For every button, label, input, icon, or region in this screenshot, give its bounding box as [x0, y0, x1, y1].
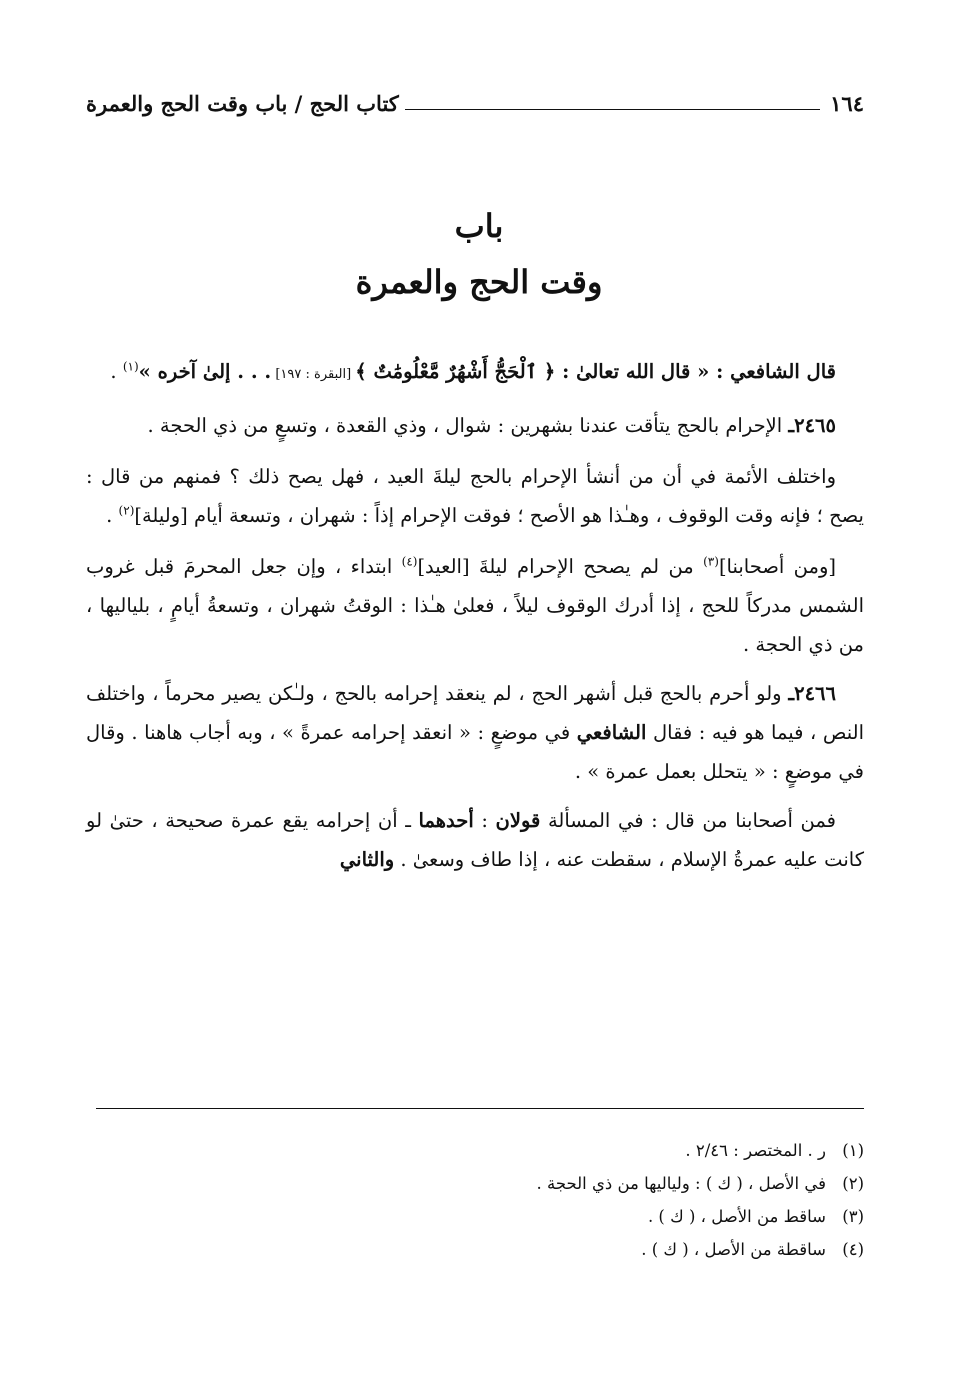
footnote-item: [86, 1167, 864, 1200]
bold-term: الشافعي: [576, 721, 647, 744]
quote-end: . . . إلىٰ آخره »: [138, 360, 272, 383]
bold-term: والثاني: [339, 848, 395, 871]
paragraph-6: [86, 801, 864, 879]
footnote-ref-4[interactable]: (٤): [401, 554, 418, 569]
footnote-rule: [96, 1108, 864, 1109]
paragraph-text: الإحرام بالحج يتأقت عندنا بشهرين : شوال ، وذي القعدة ، وتسعٍ من ذي الحجة .: [147, 414, 789, 437]
running-header: [86, 86, 864, 120]
paragraph-end: .: [106, 504, 119, 527]
paragraph-text: واختلف الأئمة في أن من أنشأ الإحرام بالحج ليلةَ العيد ، فهل يصح ذلك ؟ فمنهم من قال : يصح ؛ فإنه وقت الوقوف ، وهـٰذا هو الأصح ؛ فوقت الإحرام إذاً : شهران ، وتسعة أيام [وليلة]: [86, 465, 864, 527]
issue-number: ٢٤٦٥ـ: [788, 414, 836, 437]
bold-term: أحدهما: [418, 809, 474, 832]
chapter-heading: [0, 198, 958, 310]
paragraph-1: [86, 352, 864, 394]
paragraph-text: ـ أن إحرامه يقع عمرة صحيحة ، حتىٰ لو كانت عليه عمرةُ الإسلام ، سقطت عنه ، إذا طاف وسعىٰ .: [86, 809, 864, 871]
verse-citation: [البقرة : ١٩٧]: [271, 367, 356, 382]
footnote-ref-2[interactable]: (٢): [118, 503, 135, 518]
paragraph-text: في موضعٍ : « انعقد إحرامه عمرةً » ، وبه أجاب هاهنا . وقال في موضعٍ : « يتحلل بعمل عمرة » .: [86, 721, 864, 783]
footnote-ref-1[interactable]: (١): [122, 359, 139, 374]
speaker-name: قال الشافعي: [730, 360, 836, 383]
footnote-number: (٤): [842, 1240, 864, 1259]
chapter-heading-line-2: وقت الحج والعمرة: [355, 263, 603, 301]
quran-verse: ﴿ ٱلْحَجُّ أَشْهُرٌ مَّعْلُومَٰتٌ ﴾: [355, 360, 556, 383]
issue-number: ٢٤٦٦ـ: [788, 682, 836, 705]
chapter-heading-line-1: باب: [454, 207, 504, 245]
paragraph-3: [86, 457, 864, 535]
footnote-text: ساقط من الأصل ، ( ك ) .: [647, 1207, 826, 1226]
paragraph-2: [86, 406, 864, 445]
paragraph-end: .: [110, 360, 123, 383]
footnote-number: (١): [842, 1141, 864, 1160]
footnote-text: في الأصل ، ( ك ) : ولياليها من ذي الحجة .: [536, 1174, 826, 1193]
paragraph-5: [86, 674, 864, 791]
footnote-text: ساقطة من الأصل ، ( ك ) .: [641, 1240, 826, 1259]
paragraph-text: ولو أحرم بالحج قبل أشهر الحج ، لم ينعقد إحرامه بالحج ، ولـٰكن يصير محرماً ، واختلف النص ، فيما هو فيه : فقال: [86, 682, 864, 744]
body-text: [86, 352, 864, 891]
paragraph-text: [ومن أصحابنا]: [718, 555, 836, 578]
footnote-item: [86, 1200, 864, 1233]
bold-term: قولان: [495, 809, 541, 832]
footnote-text: ر . المختصر : ٢/٤٦ .: [685, 1141, 826, 1160]
footnote-number: (٣): [842, 1207, 864, 1226]
paragraph-text: :: [473, 809, 496, 832]
footnotes: [86, 1134, 864, 1266]
paragraph-text: من لم يصحح الإحرام ليلةَ [العيد]: [417, 555, 704, 578]
footnote-number: (٢): [842, 1174, 864, 1193]
running-title: كتاب الحج / باب وقت الحج والعمرة: [86, 90, 399, 116]
footnote-item: [86, 1134, 864, 1167]
footnote-item: [86, 1233, 864, 1266]
paragraph-text: فمن أصحابنا من قال : في المسألة: [540, 809, 836, 832]
paragraph-text: ابتداء ، وإن جعل المحرمَ قبل غروب الشمس مدركاً للحج ، إذا أدرك الوقوف ليلاً ، فعلىٰ هـٰذا : الوقتُ شهران ، وتسعةُ أيامٍ ، بلياليها ، من ذي الحجة .: [86, 555, 864, 656]
quote-intro: : « قال الله تعالىٰ :: [555, 360, 731, 383]
header-rule: [405, 109, 820, 110]
page-number: ١٦٤: [830, 90, 864, 116]
paragraph-4: [86, 547, 864, 664]
footnote-ref-3[interactable]: (٣): [703, 554, 719, 569]
